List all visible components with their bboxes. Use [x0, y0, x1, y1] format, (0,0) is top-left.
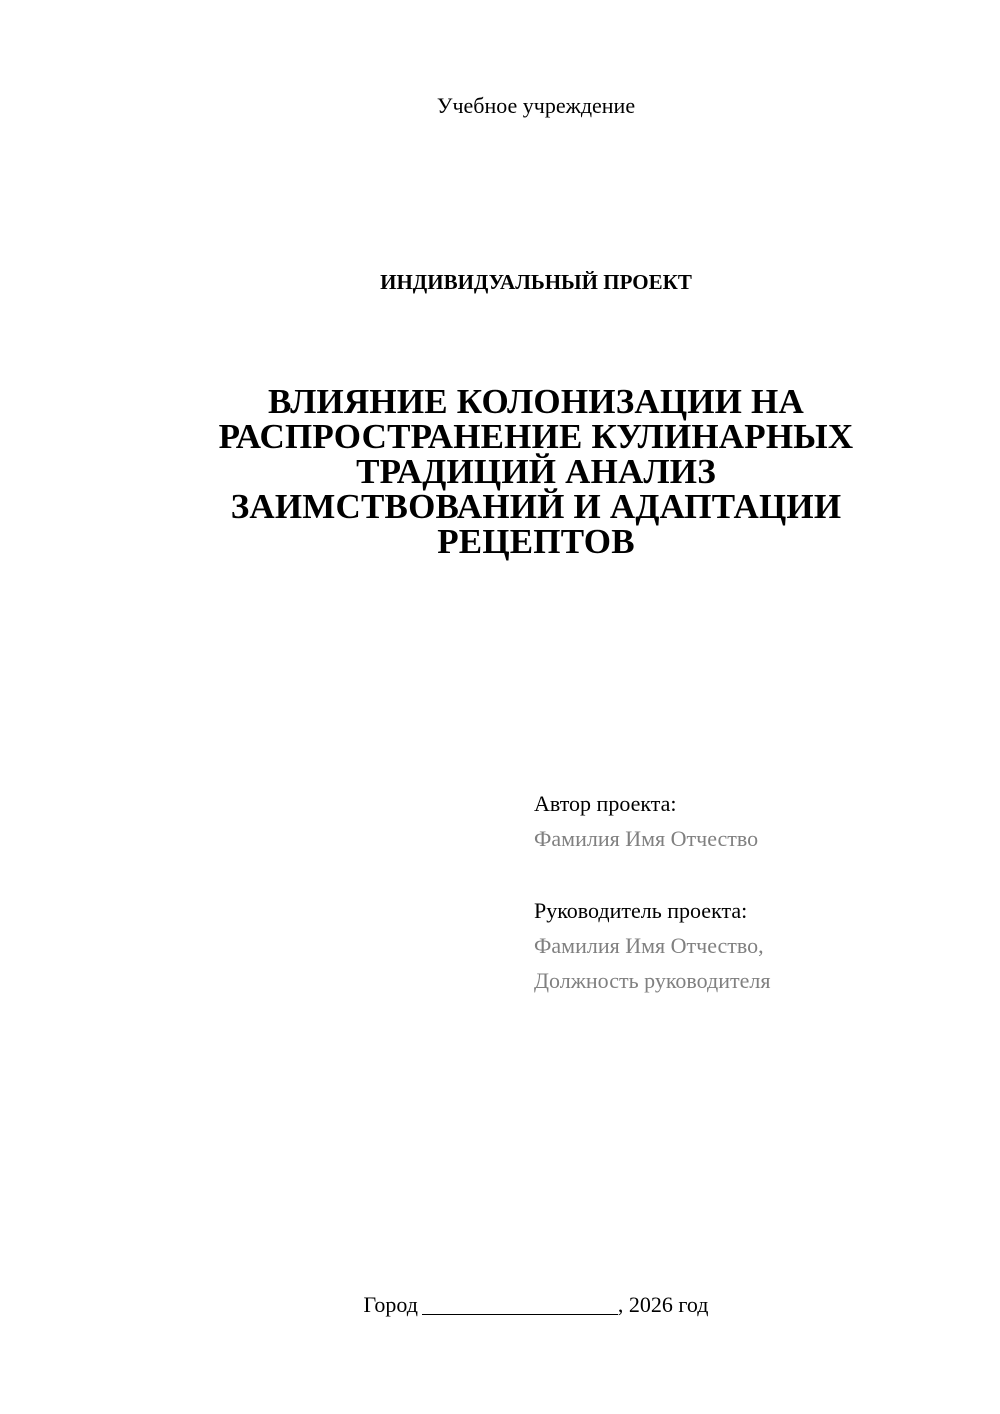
supervisor-label: Руководитель проекта: [534, 898, 748, 923]
author-name: Фамилия Имя Отчество [534, 826, 759, 851]
title-line: ТРАДИЦИЙ АНАЛИЗ [356, 452, 716, 491]
project-title [150, 384, 922, 559]
city-label: Город [363, 1292, 418, 1317]
city-blank-line [422, 1292, 618, 1315]
title-line: РАСПРОСТРАНЕНИЕ КУЛИНАРНЫХ [218, 417, 854, 456]
supervisor-block [534, 893, 954, 998]
year-text: , 2026 год [617, 1292, 709, 1317]
title-line: РЕЦЕПТОВ [437, 522, 635, 561]
footer-city-year [0, 1290, 1000, 1320]
supervisor-name: Фамилия Имя Отчество, [534, 933, 764, 958]
title-line: ЗАИМСТВОВАНИЙ И АДАПТАЦИИ [230, 487, 842, 526]
title-line: ВЛИЯНИЕ КОЛОНИЗАЦИИ НА [268, 382, 804, 421]
supervisor-position: Должность руководителя [534, 968, 771, 993]
author-block [534, 786, 954, 856]
project-type-heading: ИНДИВИДУАЛЬНЫЙ ПРОЕКТ [380, 270, 692, 294]
author-label: Автор проекта: [534, 791, 677, 816]
institution-name: Учебное учреждение [436, 93, 636, 118]
